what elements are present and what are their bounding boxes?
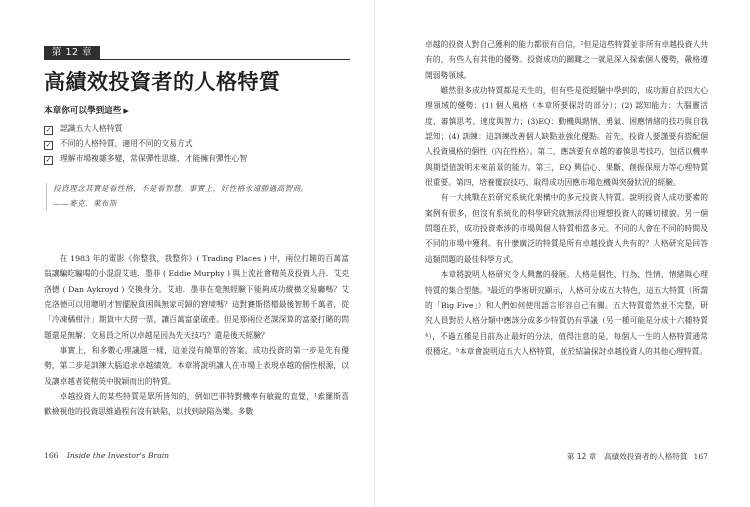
learn-heading-text: 本章你可以學到這些 [44, 106, 122, 116]
page-number: 167 [693, 452, 708, 461]
paragraph: 本章將說明人格研究令人興奮的發展。人格是個性、行為、性情、情緒與心理特質的集合型態。³最近的學術研究顯示，人格可分成五大特色，這五大特質（所謂的「Big Five」）和人們如何使用語言形容自己有關。五大特質當然並不完整，研究人員對於人格分類中應該分成多少特質仍有爭議（另一種可能是分成十六種特質⁴），不過五種是目前為止最好的分法，值得注意的是，每個人一生的人格特質通常很穩定。⁵本章會說明這五大人格特質，並於結論探討卓越投資人的其他心理特質。 [425, 270, 708, 356]
left-body-text [44, 251, 349, 420]
paragraph: 卓越的投資人對自己獲利的能力都很有自信，²但是這些特質並非所有卓越投資人共有的，有些人有其他的優勢。投資成功的關鍵之一就是深入探索個人優勢，嚴格遵開弱勢領域。 [425, 40, 708, 80]
paragraph: 有一大挑戰在於研究系統化架構中的多元投資人特質。說明投資人成功要素的案例有很多，但沒有系統化的科學研究就無法得出理想投資人的確切樣貌。另一個問題在於，成功投資牽涉的市場與個人特質相當多元。不同的人會在不同的時間及不同的市場中獲利。有什麼廣泛的特質是所有卓越投資人共有的？人格研究是回答這類問題的最佳科學方式。 [425, 193, 708, 264]
paragraph: 在 1983 年的電影《你整我，我整你》( Trading Places ) 中，兩位打賭的百萬富翁讓騙吃騙喝的小混混艾迪．墨菲 ( Eddie Murphy ) 與上流社會精英及投資人丹．艾克洛德 ( Dan Aykroyd ) 交換身分。艾迪．墨菲在毫無經驗下能夠成功縱橫交易廳嗎？艾克洛德可以用聰明才智擺脫貧困與無家可歸的窘境嗎？這對賽斯搭檔最後智勝千萬者，從「冷凍橘柑汁」期貨中大撈一票，讓百萬富豪破產。但是那兩位老謀深算的富豪打賭的問題還是無解：交易員之所以卓越是因為先天技巧？還是後天經驗？ [44, 254, 349, 340]
page-number: 166 [44, 451, 59, 460]
learn-heading [44, 104, 129, 116]
checkbox-icon: ✓ [45, 141, 52, 149]
running-chapter-title: 第 12 章 高績效投資者的人格特質 [566, 452, 688, 461]
chapter-rule [100, 59, 350, 60]
right-body-text [425, 37, 708, 359]
bullet-item [44, 121, 247, 136]
checkbox-icon: ✓ [45, 156, 52, 164]
bullet-text: 認識五大人格特質 [60, 124, 123, 133]
bullet-text: 理解市場複雜多變，常保彈性思維、才能擁有彈性心智 [60, 154, 248, 163]
running-book-title: Inside the Investor's Brain [66, 451, 170, 460]
quote-bar [46, 183, 47, 210]
bullet-item [44, 151, 247, 166]
epigraph-text: 投資理念其實是看性格，不是看智慧。事實上，好性格永遠勝過高智商。 [53, 184, 309, 193]
chapter-title: 高績效投資者的人格特質 [44, 70, 281, 94]
epigraph [53, 181, 353, 211]
epigraph-attribution: ——麥克．萊布斯 [53, 199, 117, 208]
learning-bullets [44, 121, 247, 166]
right-footer [567, 451, 708, 462]
left-footer [44, 451, 169, 460]
paragraph: 卓越投資人的某些特質是眾所皆知的，例如巴菲特對機率有敏銳的直覺，¹索羅斯喜歡檢視他的投資思維過程有沒有缺陷，以找到缺陷為樂。多數 [44, 392, 349, 417]
paragraph: 雖然很多成功特質都是天生的，但有些是從經驗中學到的，成功源自於四大心理領域的優勢：(1) 個人風格（本章所要探討的部分）；(2) 認知能力：大腦靈活度、審慎思考、速度與智力；(3)EQ：動機與熱情、勇氣、困應情緒的技巧與自我認知；(4) 訓練：這訓練改善個人缺點並強化優點。首先，投資人要謹要有搭配個人投資風格的個性（內在性格）。第二，應該要有卓越的審慎思考技巧，包括以機率與期望值說明未來前景的能力。第三，EQ 興信心、果斷、創振保原力等心理特質很重要。第四，培養覆寂技巧，取得成功因應市場危機與突發狀況的經驗。 [425, 86, 708, 188]
paragraph: 事實上，和多數心理議題一樣，這並沒有簡單的答案。成功投資的第一步是先有優勢，第二步是訓練大腦追求卓越績效。本章將說明讓人在市場上表現卓越的個性根源，以及讓卓越者從精英中脫穎而出的特質。 [44, 346, 349, 386]
triangle-right-icon: ▶ [123, 107, 129, 115]
bullet-text: 不同的人格特質，適用不同的交易方式 [60, 139, 193, 148]
bullet-item [44, 136, 247, 151]
chapter-label: 第 12 章 [44, 46, 100, 60]
checkbox-icon: ✓ [45, 126, 52, 134]
